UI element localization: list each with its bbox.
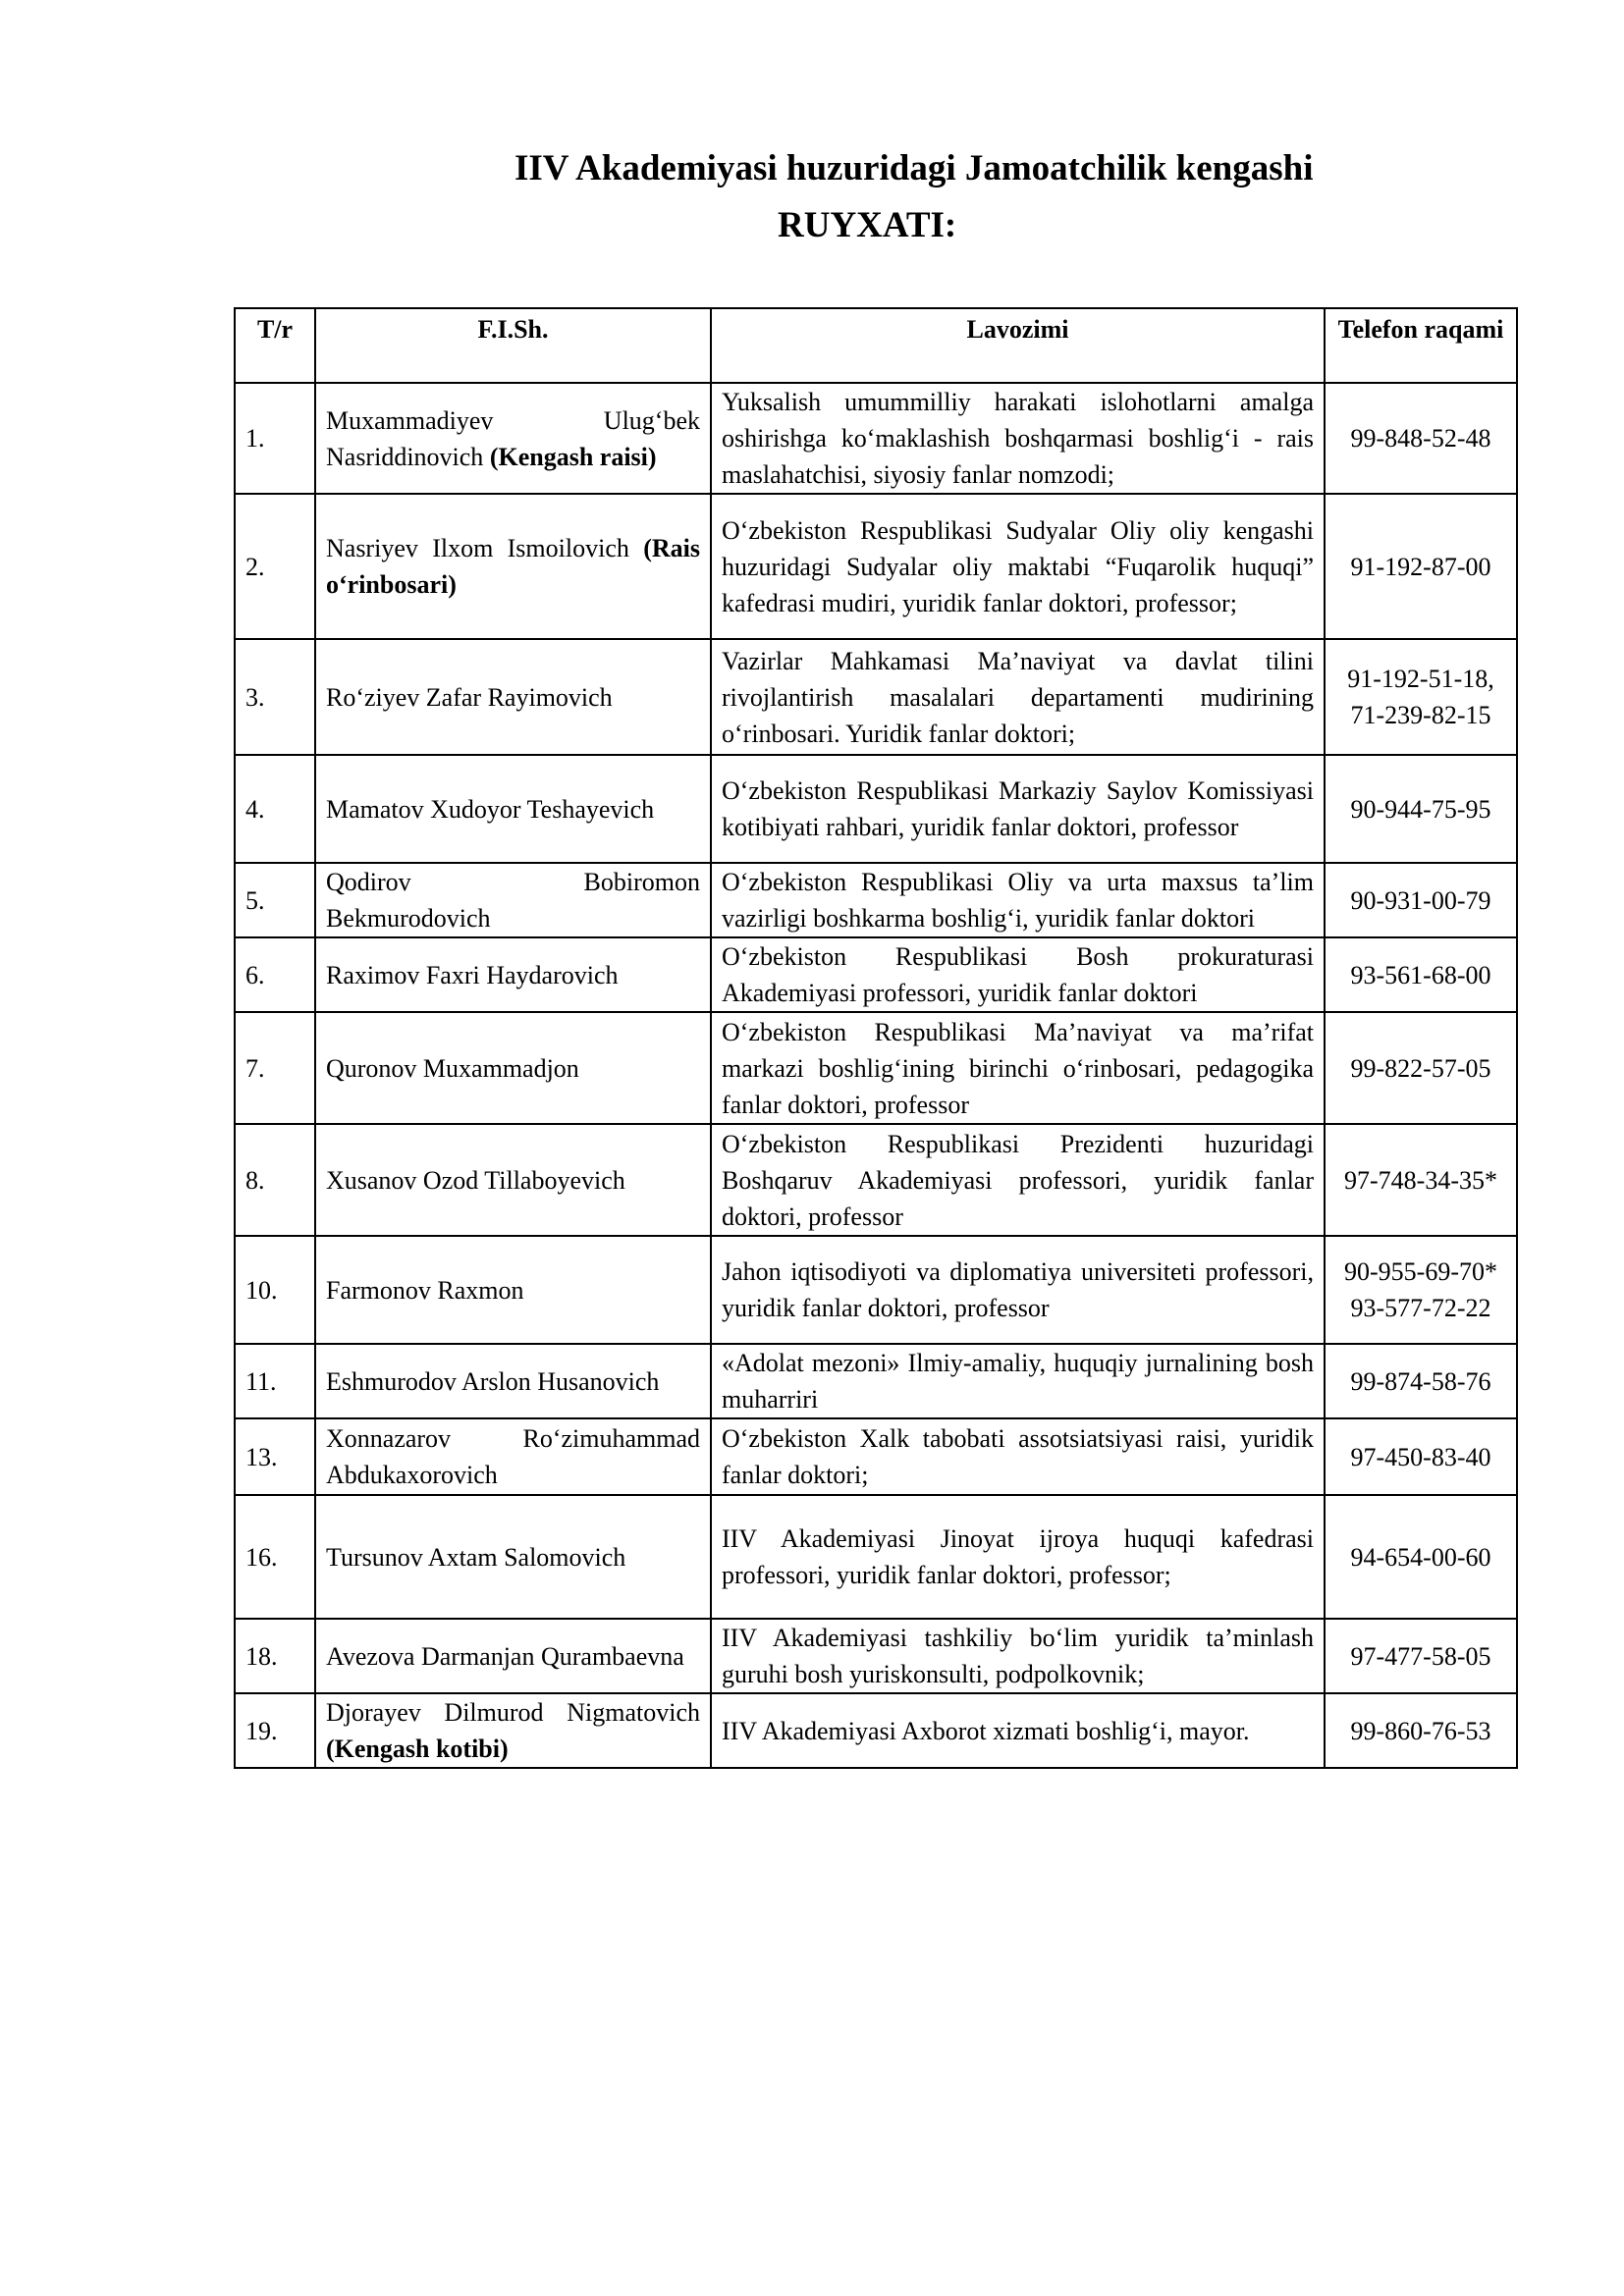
- member-name: Qodirov Bobiromon Bekmurodovich: [326, 868, 700, 933]
- member-name: Djorayev Dilmurod Nigmatovich: [326, 1698, 700, 1727]
- member-name: Tursunov Axtam Salomovich: [326, 1542, 626, 1572]
- member-role: (Kengash kotibi): [326, 1735, 509, 1763]
- member-name-cell: [315, 1495, 711, 1619]
- table-row: [235, 863, 1517, 937]
- member-phone: 91-192-87-00: [1325, 494, 1517, 639]
- table-row: [235, 639, 1517, 755]
- member-name: Eshmurodov Arslon Husanovich: [326, 1366, 660, 1396]
- member-name-cell: [315, 755, 711, 863]
- member-name: Quronov Muxammadjon: [326, 1053, 579, 1083]
- member-phone: 93-561-68-00: [1325, 937, 1517, 1012]
- member-name-cell: [315, 383, 711, 494]
- member-name-cell: [315, 863, 711, 937]
- members-table: [234, 307, 1518, 1769]
- row-number: 4.: [235, 755, 315, 863]
- table-row: [235, 755, 1517, 863]
- row-number: 13.: [235, 1418, 315, 1495]
- member-position: Yuksalish umummilliy harakati islohotlarni amalga oshirishga ko‘maklashish boshqarmasi boshlig‘i - rais maslahatchisi, siyosiy fanlar nomzodi;: [711, 383, 1325, 494]
- member-phone: 90-944-75-95: [1325, 755, 1517, 863]
- table-row: [235, 1619, 1517, 1693]
- header-position: Lavozimi: [711, 308, 1325, 383]
- member-position: Jahon iqtisodiyoti va diplomatiya universiteti professori, yuridik fanlar doktori, professor: [711, 1236, 1325, 1344]
- member-position: «Adolat mezoni» Ilmiy-amaliy, huquqiy jurnalining bosh muharriri: [711, 1344, 1325, 1418]
- row-number: 11.: [235, 1344, 315, 1418]
- row-number: 10.: [235, 1236, 315, 1344]
- member-name: Nasriyev Ilxom Ismoilovich: [326, 534, 629, 562]
- member-name: Ro‘ziyev Zafar Rayimovich: [326, 682, 613, 712]
- row-number: 16.: [235, 1495, 315, 1619]
- member-phone: 97-748-34-35*: [1325, 1124, 1517, 1236]
- member-name-cell: [315, 1418, 711, 1495]
- member-name-cell: [315, 1012, 711, 1124]
- header-phone: Telefon raqami: [1325, 308, 1517, 383]
- table-row: [235, 383, 1517, 494]
- member-role: (Rais o‘rinbosari): [326, 534, 700, 599]
- member-name-cell: [315, 1124, 711, 1236]
- member-name-cell: [315, 494, 711, 639]
- row-number: 18.: [235, 1619, 315, 1693]
- member-phone: 99-860-76-53: [1325, 1693, 1517, 1768]
- row-number: 1.: [235, 383, 315, 494]
- row-number: 8.: [235, 1124, 315, 1236]
- member-position: O‘zbekiston Respublikasi Oliy va urta maxsus ta’lim vazirligi boshkarma boshlig‘i, yuridik fanlar doktori: [711, 863, 1325, 937]
- member-phone: 99-874-58-76: [1325, 1344, 1517, 1418]
- member-name: Raximov Faxri Haydarovich: [326, 960, 619, 989]
- member-name: Xonnazarov Ro‘zimuhammad Abdukaxorovich: [326, 1424, 700, 1489]
- member-phone: 97-477-58-05: [1325, 1619, 1517, 1693]
- member-phone: 90-931-00-79: [1325, 863, 1517, 937]
- row-number: 6.: [235, 937, 315, 1012]
- table-row: [235, 1693, 1517, 1768]
- member-position: IIV Akademiyasi Axborot xizmati boshlig‘i, mayor.: [711, 1693, 1325, 1768]
- title-line-2: RUYXATI:: [778, 205, 957, 245]
- row-number: 3.: [235, 639, 315, 755]
- header-name: F.I.Sh.: [315, 308, 711, 383]
- member-name: Xusanov Ozod Tillaboyevich: [326, 1165, 625, 1195]
- member-name-cell: [315, 639, 711, 755]
- table-row: [235, 1418, 1517, 1495]
- member-name: Avezova Darmanjan Qurambaevna: [326, 1641, 684, 1671]
- member-position: IIV Akademiyasi Jinoyat ijroya huquqi kafedrasi professori, yuridik fanlar doktori, professor;: [711, 1495, 1325, 1619]
- member-role: (Kengash raisi): [489, 442, 657, 471]
- member-position: IIV Akademiyasi tashkiliy bo‘lim yuridik ta’minlash guruhi bosh yuriskonsulti, podpolkovnik;: [711, 1619, 1325, 1693]
- member-phone: 99-848-52-48: [1325, 383, 1517, 494]
- member-name-cell: [315, 1619, 711, 1693]
- row-number: 19.: [235, 1693, 315, 1768]
- table-row: [235, 1344, 1517, 1418]
- table-row: [235, 1495, 1517, 1619]
- table-row: [235, 1236, 1517, 1344]
- member-phone: 90-955-69-70* 93-577-72-22: [1325, 1236, 1517, 1344]
- member-phone: 91-192-51-18, 71-239-82-15: [1325, 639, 1517, 755]
- member-name: Mamatov Xudoyor Teshayevich: [326, 794, 655, 824]
- member-name-cell: [315, 1344, 711, 1418]
- row-number: 7.: [235, 1012, 315, 1124]
- table-row: [235, 937, 1517, 1012]
- table-header-row: [235, 308, 1517, 383]
- member-position: O‘zbekiston Respublikasi Prezidenti huzuridagi Boshqaruv Akademiyasi professori, yuridik fanlar doktori, professor: [711, 1124, 1325, 1236]
- row-number: 5.: [235, 863, 315, 937]
- table-row: [235, 494, 1517, 639]
- member-name: Muxammadiyev Ulug‘bek Nasriddinovich: [326, 405, 700, 471]
- member-position: O‘zbekiston Respublikasi Markaziy Saylov Komissiyasi kotibiyati rahbari, yuridik fanlar doktori, professor: [711, 755, 1325, 863]
- member-position: O‘zbekiston Respublikasi Bosh prokuraturasi Akademiyasi professori, yuridik fanlar doktori: [711, 937, 1325, 1012]
- member-phone: 99-822-57-05: [1325, 1012, 1517, 1124]
- header-number: T/r: [235, 308, 315, 383]
- member-position: Vazirlar Mahkamasi Ma’naviyat va davlat tilini rivojlantirish masalalari departamenti mudirining o‘rinbosari. Yuridik fanlar doktori;: [711, 639, 1325, 755]
- title-line-1: IIV Akademiyasi huzuridagi Jamoatchilik kengashi: [514, 148, 1314, 188]
- member-name-cell: [315, 1693, 711, 1768]
- table-row: [235, 1012, 1517, 1124]
- member-name-cell: [315, 1236, 711, 1344]
- member-position: O‘zbekiston Respublikasi Sudyalar Oliy oliy kengashi huzuridagi Sudyalar oliy maktabi “Fuqarolik huquqi” kafedrasi mudiri, yuridik fanlar doktori, professor;: [711, 494, 1325, 639]
- member-name: Farmonov Raxmon: [326, 1275, 524, 1305]
- member-position: O‘zbekiston Respublikasi Ma’naviyat va ma’rifat markazi boshlig‘ining birinchi o‘rinbosari, pedagogika fanlar doktori, professor: [711, 1012, 1325, 1124]
- row-number: 2.: [235, 494, 315, 639]
- member-name-cell: [315, 937, 711, 1012]
- table-row: [235, 1124, 1517, 1236]
- member-position: O‘zbekiston Xalk tabobati assotsiatsiyasi raisi, yuridik fanlar doktori;: [711, 1418, 1325, 1495]
- member-phone: 97-450-83-40: [1325, 1418, 1517, 1495]
- member-phone: 94-654-00-60: [1325, 1495, 1517, 1619]
